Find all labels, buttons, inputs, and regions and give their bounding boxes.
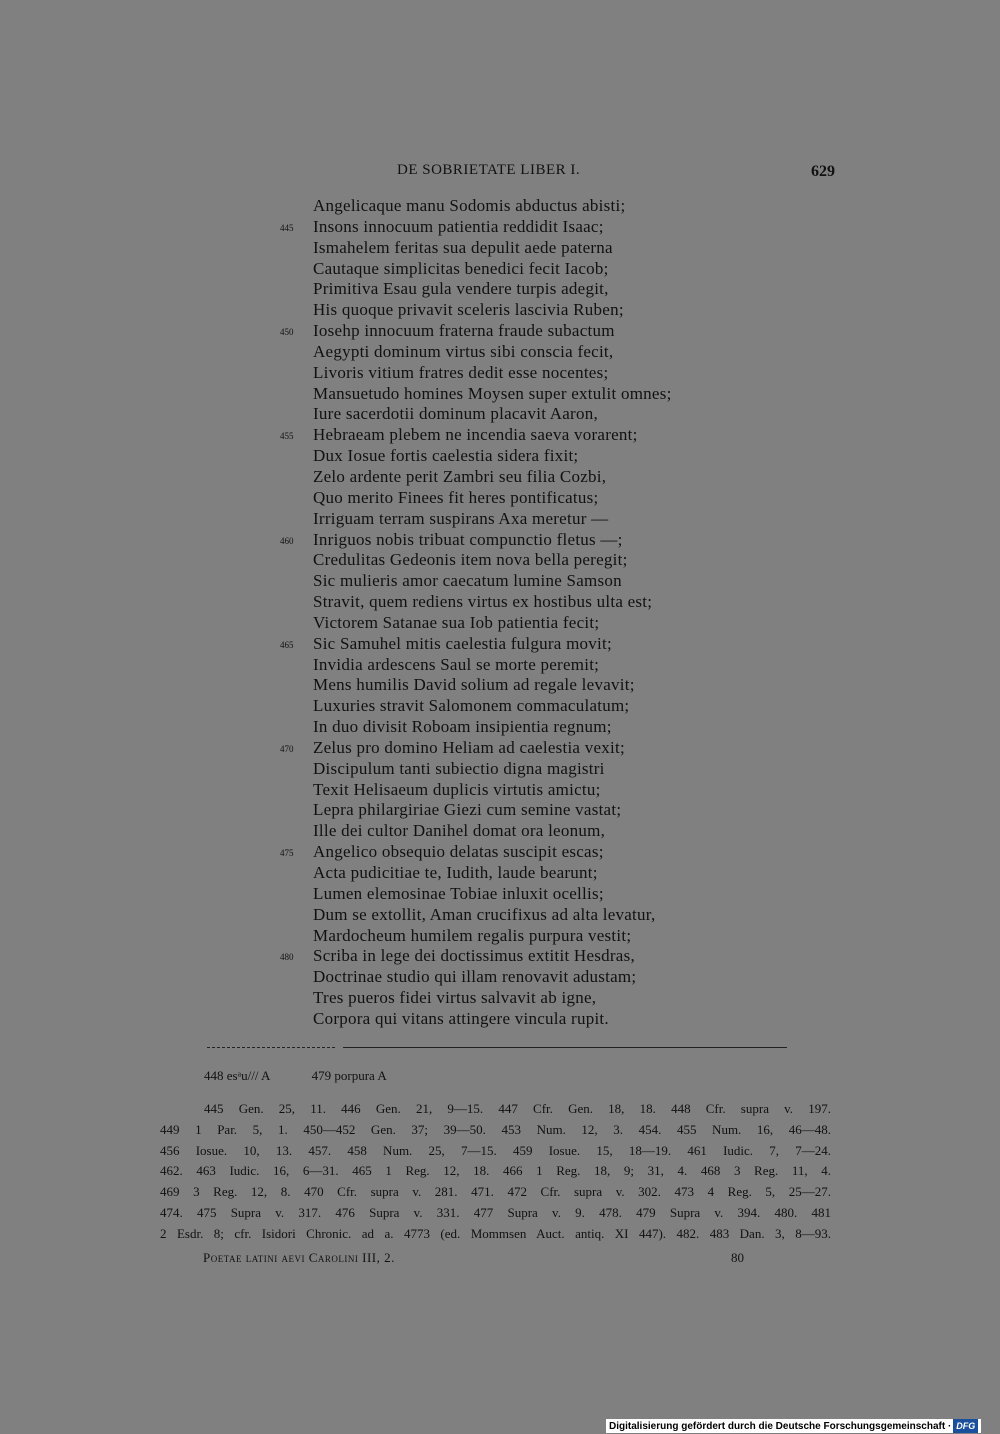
verse-text: Inriguos nobis tribuat compunctio fletus —; [313,529,623,549]
verse-line [0,342,1000,363]
verse-line [0,800,1000,821]
verse-text: Angelicaque manu Sodomis abductus abisti; [313,196,626,215]
verse-number: 480 [280,952,294,963]
verse-line [0,696,1000,717]
verse-text: Tres pueros fidei virtus salvavit ab igne, [313,988,597,1008]
verse-line [0,675,1000,696]
page-footer [203,1250,743,1266]
verse-line [0,759,1000,780]
verse-text: Quo merito Finees fit heres pontificatus; [313,487,599,507]
verse-text: Dux Iosue fortis caelestia sidera fixit; [313,446,579,466]
verse-text: Zelus pro domino Heliam ad caelestia vexit; [313,737,625,757]
verse-line [0,446,1000,467]
verse-text: Scriba in lege dei doctissimus extitit Hesdras, [313,946,635,966]
verse-line [0,238,1000,259]
verse-text: In duo divisit Roboam insipientia regnum; [313,717,612,737]
verse-line [0,884,1000,905]
verse-text: Aegypti dominum virtus sibi conscia fecit, [313,341,614,361]
verse-line [0,988,1000,1009]
verse-block [0,196,1000,1030]
verse-text: Sic mulieris amor caecatum lumine Samson [313,571,622,591]
verse-text: Corpora qui vitans attingere vincula rupit. [313,1008,609,1028]
source-notes [160,1101,831,1247]
verse-line [0,550,1000,571]
verse-line [0,1009,1000,1030]
verse-line [0,592,1000,613]
verse-line [0,634,1000,655]
verse-line [0,321,1000,342]
verse-line [0,738,1000,759]
verse-text: Stravit, quem rediens virtus ex hostibus ulta est; [313,592,653,612]
verse-line [0,509,1000,530]
verse-text: Invidia ardescens Saul se morte peremit; [313,654,600,674]
verse-number: 460 [280,535,294,546]
apparatus-entry: 479 porpura A [311,1068,387,1083]
verse-text: Hebraeam plebem ne incendia saeva vorarent; [313,425,638,445]
verse-text: His quoque privavit sceleris lascivia Ruben; [313,300,624,320]
verse-line [0,926,1000,947]
verse-line [0,655,1000,676]
verse-text: Zelo ardente perit Zambri seu filia Cozbi, [313,466,607,486]
source-line: 469 3 Reg. 12, 8. 470 Cfr. supra v. 281. 471. 472 Cfr. supra v. 302. 473 4 Reg. 5, 25—27. [160,1184,831,1200]
verse-number: 445 [280,222,294,233]
verse-line [0,259,1000,280]
verse-text: Angelico obsequio delatas suscipit escas; [313,842,604,862]
verse-line [0,613,1000,634]
verse-line [0,279,1000,300]
verse-line [0,863,1000,884]
verse-number: 465 [280,639,294,650]
verse-text: Lumen elemosinae Tobiae inluxit ocellis; [313,883,604,903]
source-line: 462. 463 Iudic. 16, 6—31. 465 1 Reg. 12, 18. 466 1 Reg. 18, 9; 31, 4. 468 3 Reg. 11, 4. [160,1163,831,1179]
verse-text: Mardocheum humilem regalis purpura vestit; [313,925,632,945]
verse-line [0,300,1000,321]
footer-title: Poetae latini aevi Carolini III, 2. [203,1250,395,1265]
verse-line [0,404,1000,425]
source-line: 2 Esdr. 8; cfr. Isidori Chronic. ad a. 4773 (ed. Mommsen Auct. antiq. XI 447). 482. 483 Dan. 3, 8—93. [160,1225,831,1241]
verse-text: Ismahelem feritas sua depulit aede paterna [313,237,613,257]
verse-line [0,905,1000,926]
dfg-logo: DFG [953,1419,978,1433]
page-number: 629 [811,163,835,180]
verse-number: 475 [280,848,294,859]
verse-text: Victorem Satanae sua Iob patientia fecit; [313,612,600,632]
verse-line [0,488,1000,509]
separator-rule-dashed [207,1047,335,1048]
verse-text: Sic Samuhel mitis caelestia fulgura movit; [313,633,612,653]
verse-text: Doctrinae studio qui illam renovavit adustam; [313,967,637,987]
critical-apparatus [204,1068,425,1084]
verse-line [0,717,1000,738]
verse-text: Primitiva Esau gula vendere turpis adegit, [313,279,609,299]
verse-line [0,530,1000,551]
verse-text: Cautaque simplicitas benedici fecit Iacob; [313,258,609,278]
verse-line [0,842,1000,863]
verse-number: 450 [280,327,294,338]
verse-text: Iure sacerdotii dominum placavit Aaron, [313,404,598,424]
verse-line [0,967,1000,988]
verse-text: Discipulum tanti subiectio digna magistri [313,758,605,778]
verse-line [0,780,1000,801]
verse-text: Livoris vitium fratres dedit esse nocentes; [313,362,609,382]
verse-text: Texit Helisaeum duplicis virtutis amictu; [313,779,601,799]
verse-line [0,946,1000,967]
verse-text: Mens humilis David solium ad regale levavit; [313,675,635,695]
verse-text: Luxuries stravit Salomonem commaculatum; [313,696,630,716]
source-line: 449 1 Par. 5, 1. 450—452 Gen. 37; 39—50. 453 Num. 12, 3. 454. 455 Num. 16, 46—48. [160,1121,831,1137]
page-header [0,160,1000,184]
verse-text: Lepra philargiriae Giezi cum semine vastat; [313,800,622,820]
verse-text: Acta pudicitiae te, Iudith, laude bearunt; [313,863,598,882]
verse-line [0,821,1000,842]
verse-number: 470 [280,743,294,754]
verse-line [0,217,1000,238]
verse-text: Iosehp innocuum fraterna fraude subactum [313,321,615,341]
verse-line [0,196,1000,217]
verse-text: Insons innocuum patientia reddidit Isaac; [313,216,604,236]
verse-text: Ille dei cultor Danihel domat ora leonum, [313,821,606,841]
verse-text: Credulitas Gedeonis item nova bella peregit; [313,550,628,570]
apparatus-entry: 448 esᵃu/// A [204,1068,271,1083]
verse-number: 455 [280,431,294,442]
source-line: 445 Gen. 25, 11. 446 Gen. 21, 9—15. 447 Cfr. Gen. 18, 18. 448 Cfr. supra v. 197. [204,1101,831,1116]
verse-text: Dum se extollit, Aman crucifixus ad alta levatur, [313,904,656,924]
source-line: 474. 475 Supra v. 317. 476 Supra v. 331. 477 Supra v. 9. 478. 479 Supra v. 394. 480. 481 [160,1204,831,1220]
verse-line [0,363,1000,384]
source-line: 456 Iosue. 10, 13. 457. 458 Num. 25, 7—15. 459 Iosue. 15, 18—19. 461 Iudic. 7, 7—24. [160,1142,831,1158]
verse-line [0,571,1000,592]
verse-line [0,384,1000,405]
running-title: DE SOBRIETATE LIBER I. [397,162,581,178]
dfg-credit[interactable] [606,1419,981,1433]
verse-text: Irriguam terram suspirans Axa meretur — [313,508,609,528]
verse-line [0,425,1000,446]
verse-text: Mansuetudo homines Moysen super extulit omnes; [313,383,672,403]
footer-signature: 80 [731,1250,744,1265]
dfg-credit-text: Digitalisierung gefördert durch die Deutsche Forschungsgemeinschaft · [609,1421,952,1432]
verse-line [0,467,1000,488]
separator-rule [343,1047,787,1048]
